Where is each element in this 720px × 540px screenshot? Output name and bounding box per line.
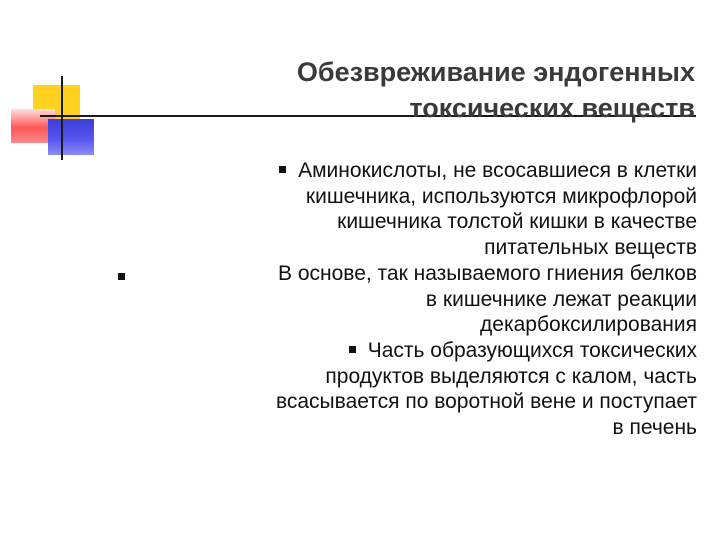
list-item-3-line-1: Часть образующихся токсических xyxy=(367,338,697,362)
decor-vertical-line xyxy=(61,76,63,160)
square-bullet-icon xyxy=(279,166,286,173)
list-item-3-line-3: всасывается по воротной вене и поступает xyxy=(275,390,697,414)
title-line-1: Обезвреживание эндогенных xyxy=(296,57,695,87)
slide-title xyxy=(170,54,695,126)
list-item-2-line-1: В основе, так называемого гниения белков xyxy=(277,261,697,285)
list-item-2-line-3: декарбоксилирования xyxy=(480,313,697,337)
square-bullet-icon xyxy=(349,346,356,353)
slide-body xyxy=(110,158,697,441)
list-item-1-line-1: Аминокислоты, не всосавшиеся в клетки xyxy=(298,159,697,182)
title-line-2: токсических веществ xyxy=(409,93,695,123)
list-item-3-line-2: продуктов выделяются с калом, часть xyxy=(325,364,697,388)
decor-blue-square xyxy=(48,119,94,155)
list-item-2 xyxy=(110,261,697,338)
list-item-2-line-2: в кишечнике лежат реакции xyxy=(425,287,697,311)
list-item-1-line-2: кишечника, используются микрофлорой xyxy=(305,184,697,208)
list-item-1-line-4: питательных веществ xyxy=(484,236,697,260)
list-item-1-line-3: кишечника толстой кишки в качестве xyxy=(337,210,697,234)
list-item-1 xyxy=(110,158,697,261)
list-item-3-line-4: в печень xyxy=(612,416,697,440)
list-item-3 xyxy=(110,338,697,441)
